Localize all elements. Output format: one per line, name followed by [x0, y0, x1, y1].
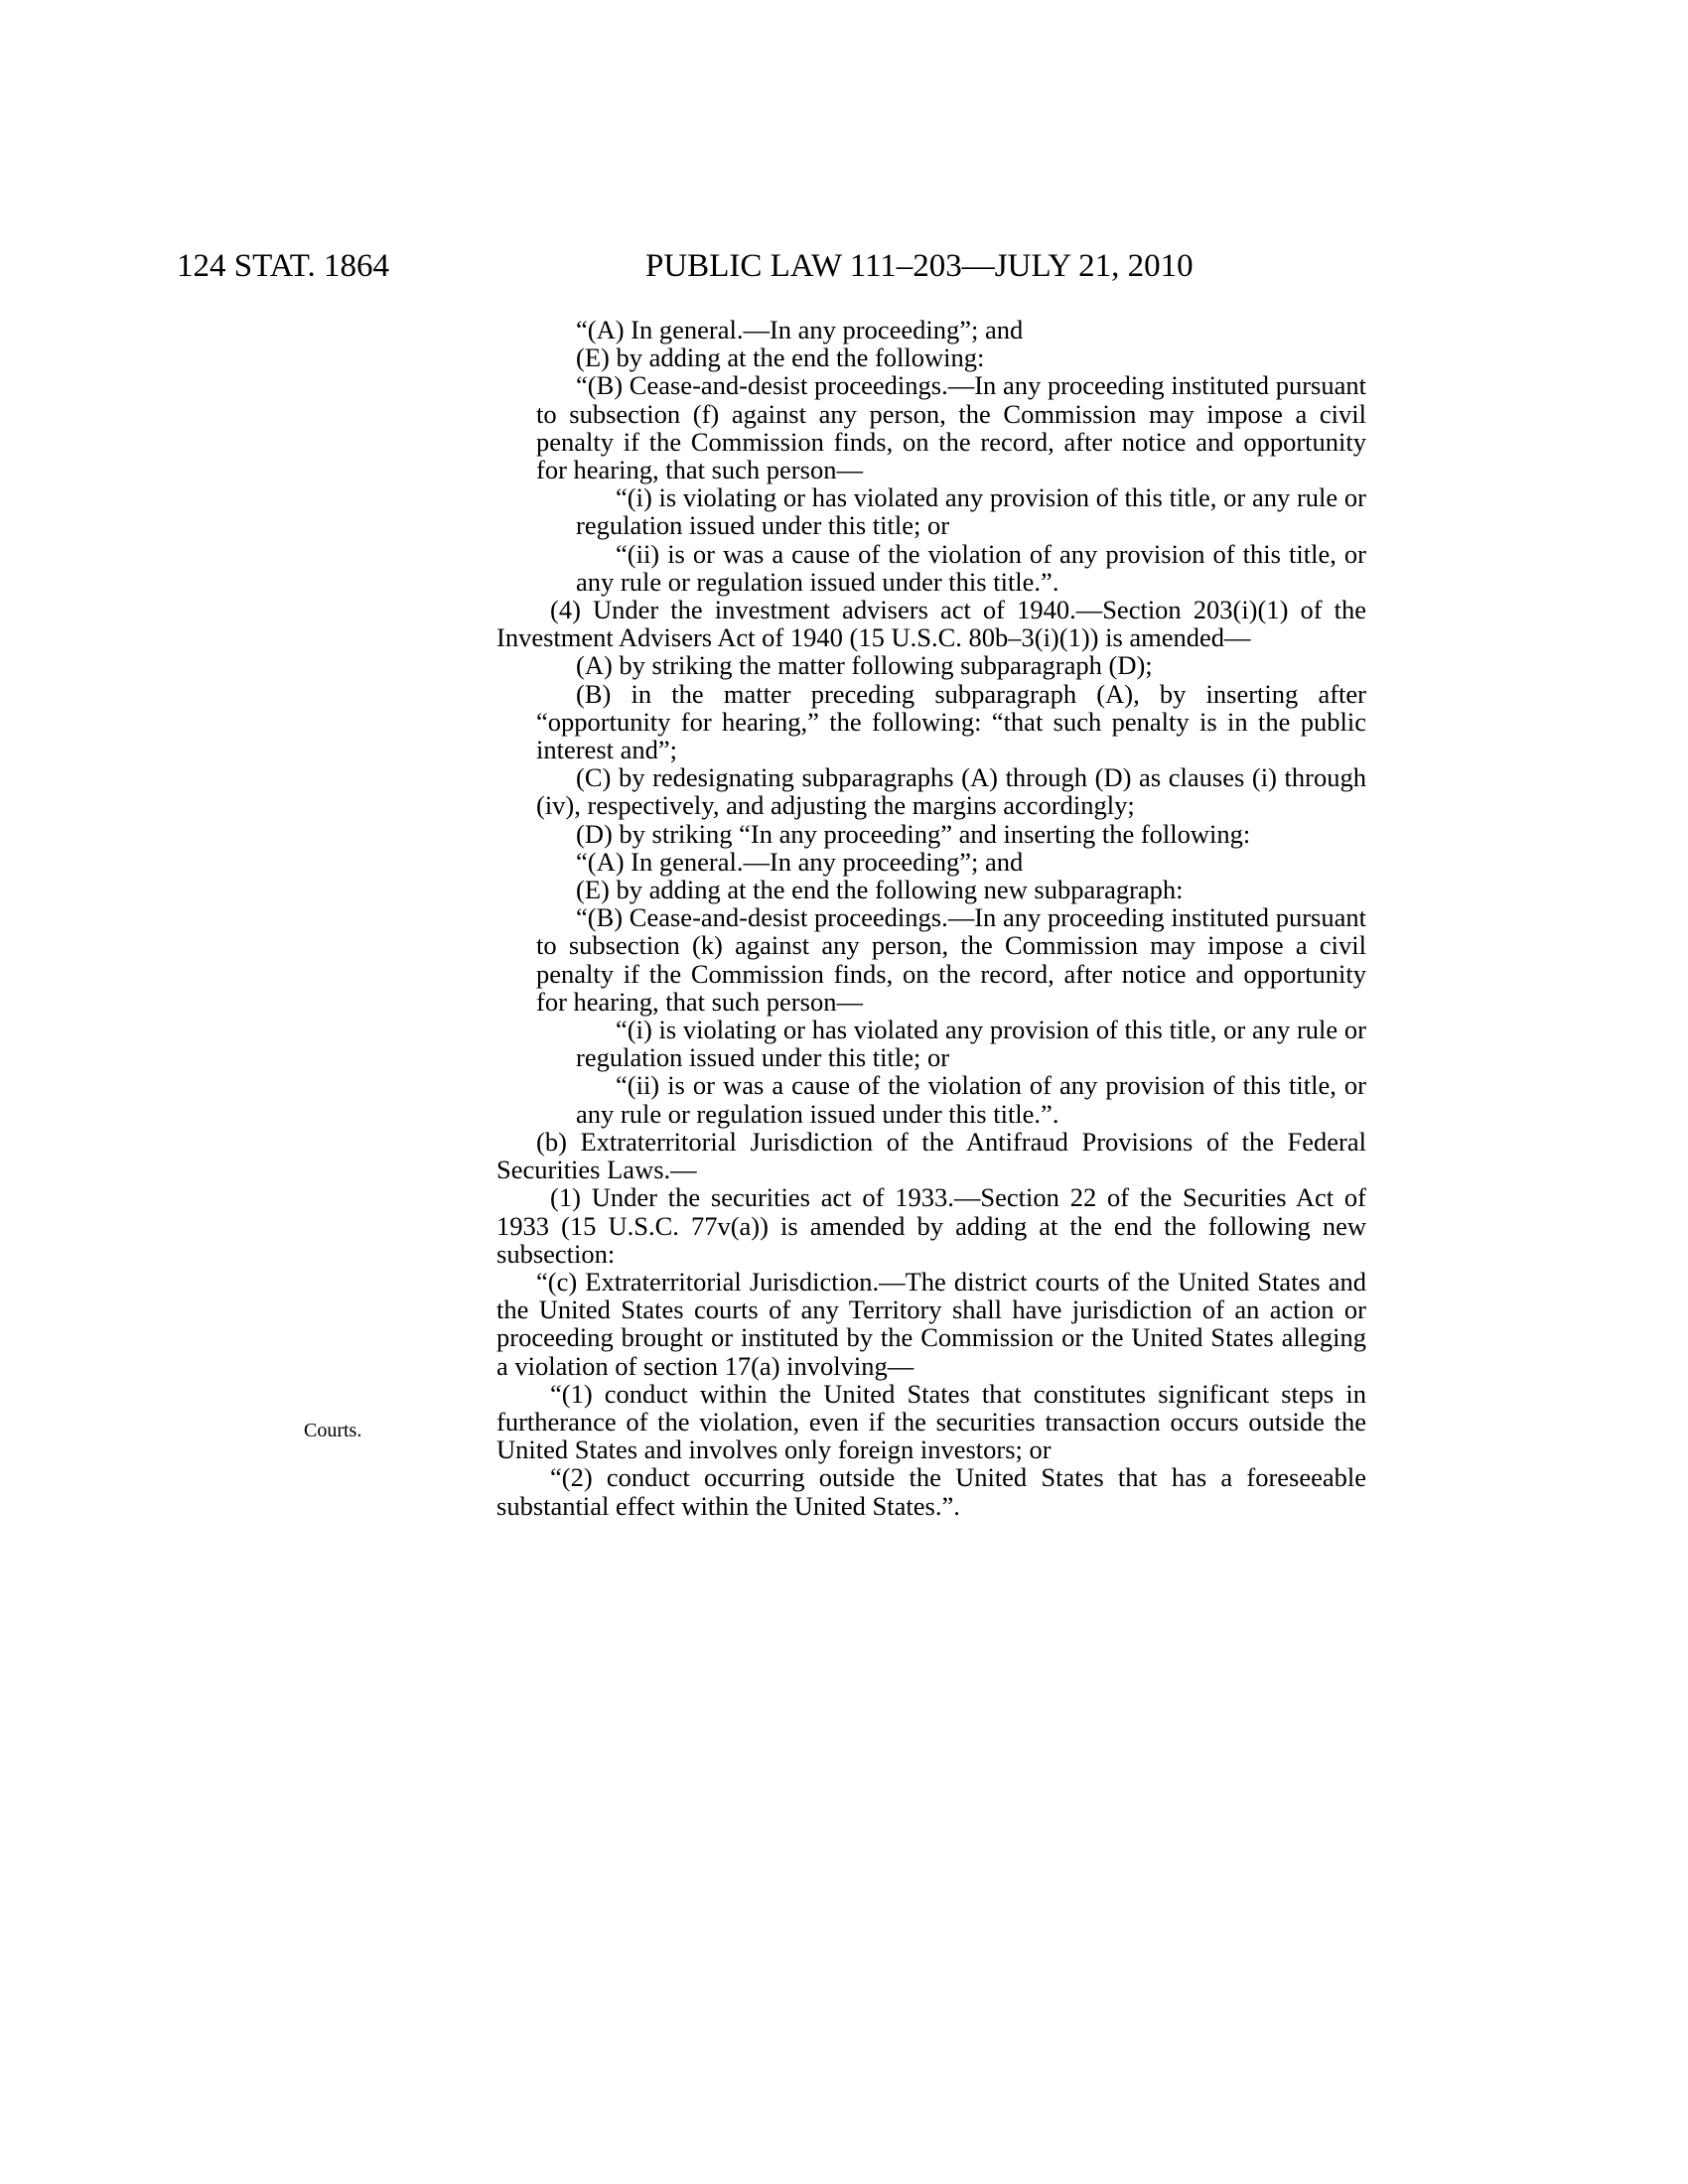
running-header-title: PUBLIC LAW 111–203—JULY 21, 2010 — [645, 248, 1194, 284]
paragraph: “(ii) is or was a cause of the violation of any provision of this title, or any rule or regulation issued under this title.”. — [576, 538, 1366, 597]
paragraph: (4) Under the investment advisers act of 1940.—Section 203(i)(1) of the Investment Advisers Act of 1940 (15 U.S.C. 80b–3(i)(1)) is amended— — [496, 595, 1366, 653]
paragraph: (b) Extraterritorial Jurisdiction of the Antifraud Provisions of the Federal Securities Laws.— — [496, 1126, 1366, 1185]
margin-note: Courts. — [304, 1420, 362, 1441]
paragraph: “(i) is violating or has violated any provision of this title, or any rule or regulation issued under this title; or — [576, 482, 1366, 541]
paragraph: (A) by striking the matter following subparagraph (D); — [576, 650, 1153, 681]
paragraph: (1) Under the securities act of 1933.—Section 22 of the Securities Act of 1933 (15 U.S.C. 77v(a)) is amended by adding at the end the following new subsection: — [496, 1182, 1366, 1269]
paragraph: “(2) conduct occurring outside the United States that has a foreseeable substantial effect within the United States.”. — [496, 1462, 1366, 1521]
paragraph: “(i) is violating or has violated any provision of this title, or any rule or regulation issued under this title; or — [576, 1015, 1366, 1073]
paragraph: (E) by adding at the end the following: — [576, 342, 985, 373]
paragraph: (E) by adding at the end the following new subparagraph: — [576, 875, 1184, 905]
paragraph: “(1) conduct within the United States that constitutes significant steps in furtherance of the violation, even if the securities transaction occurs outside the United States and involves only foreign investors; or — [496, 1378, 1366, 1465]
paragraph: “(c) Extraterritorial Jurisdiction.—The district courts of the United States and the United States courts of any Territory shall have jurisdiction of an action or proceeding brought or instituted by the Commission or the United States alleging a violation of section 17(a) involving— — [496, 1266, 1366, 1381]
paragraph: “(B) Cease-and-desist proceedings.—In any proceeding instituted pursuant to subsection (f) against any person, the Commission may impose a civil penalty if the Commission finds, on the record, after notice and opportunity for hearing, that such person— — [536, 370, 1366, 485]
document-body — [496, 316, 1366, 1520]
paragraph: “(A) In general.—In any proceeding”; and — [576, 846, 1024, 877]
page-reference: 124 STAT. 1864 — [177, 248, 390, 284]
paragraph: “(B) Cease-and-desist proceedings.—In any proceeding instituted pursuant to subsection (k) against any person, the Commission may impose a civil penalty if the Commission finds, on the record, after notice and opportunity for hearing, that such person— — [536, 902, 1366, 1017]
paragraph: “(A) In general.—In any proceeding”; and — [576, 315, 1024, 344]
paragraph: “(ii) is or was a cause of the violation of any provision of this title, or any rule or regulation issued under this title.”. — [576, 1070, 1366, 1129]
paragraph: (D) by striking “In any proceeding” and inserting the following: — [576, 818, 1251, 849]
paragraph: (B) in the matter preceding subparagraph (A), by inserting after “opportunity for hearing,” the following: “that such penalty is in the public interest and”; — [536, 678, 1366, 765]
paragraph: (C) by redesignating subparagraphs (A) through (D) as clauses (i) through (iv), respectively, and adjusting the margins accordingly; — [536, 762, 1366, 821]
